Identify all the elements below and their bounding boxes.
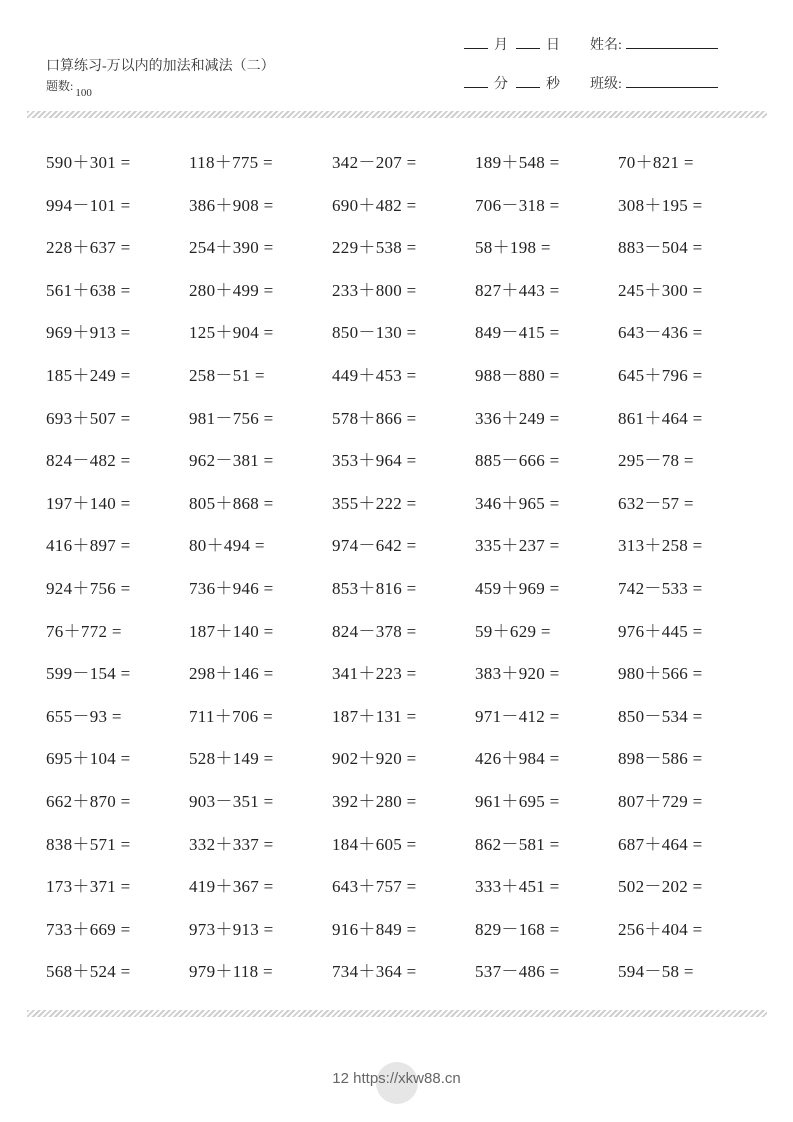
problem-item: 824－482 =	[46, 451, 131, 471]
problem-item: 189＋548 =	[475, 153, 560, 172]
problem-item: 988－880 =	[475, 365, 560, 385]
problem-item: 827＋443 =	[475, 280, 560, 300]
problem-item: 695＋104 =	[46, 749, 131, 769]
problem-item: 502－202 =	[618, 877, 703, 897]
problem-item: 245＋300 =	[618, 280, 703, 300]
problem-item: 568＋524 =	[46, 962, 131, 982]
month-label: 月	[494, 38, 508, 53]
problem-item: 254＋390 =	[189, 238, 274, 258]
name-field	[590, 34, 718, 54]
problem-item: 578＋866 =	[332, 408, 417, 428]
problem-item: 885－666 =	[475, 451, 560, 471]
problem-item: 693＋507 =	[46, 408, 131, 428]
worksheet-title: 口算练习-万以内的加法和减法（二）	[46, 59, 275, 74]
problem-item: 125＋904 =	[189, 323, 274, 343]
problem-item: 173＋371 =	[46, 877, 131, 897]
problem-item: 994－101 =	[46, 195, 131, 215]
problem-item: 528＋149 =	[189, 749, 274, 769]
problem-item: 643＋757 =	[332, 877, 417, 897]
problem-item: 392＋280 =	[332, 791, 417, 811]
problem-item: 903－351 =	[189, 791, 274, 811]
top-divider	[27, 111, 767, 118]
problem-item: 862－581 =	[475, 834, 560, 854]
day-blank[interactable]	[516, 36, 540, 49]
problem-item: 711＋706 =	[189, 706, 273, 726]
problem-item: 70＋821 =	[618, 153, 694, 172]
problem-item: 980＋566 =	[618, 664, 703, 684]
problem-item: 346＋965 =	[475, 493, 560, 513]
problem-item: 342－207 =	[332, 153, 417, 172]
problem-item: 341＋223 =	[332, 664, 417, 684]
second-blank[interactable]	[516, 75, 540, 88]
problem-item: 295－78 =	[618, 451, 694, 471]
second-label: 秒	[546, 77, 560, 92]
problem-item: 308＋195 =	[618, 195, 703, 215]
problem-item: 805＋868 =	[189, 493, 274, 513]
problem-item: 416＋897 =	[46, 536, 131, 556]
problem-item: 824－378 =	[332, 621, 417, 641]
problem-item: 333＋451 =	[475, 877, 560, 897]
problem-item: 662＋870 =	[46, 791, 131, 811]
problem-item: 599－154 =	[46, 664, 131, 684]
problem-item: 898－586 =	[618, 749, 703, 769]
name-label: 姓名:	[590, 38, 622, 53]
name-blank[interactable]	[626, 36, 718, 49]
problem-item: 233＋800 =	[332, 280, 417, 300]
problem-item: 829－168 =	[475, 919, 560, 939]
problem-item: 229＋538 =	[332, 238, 417, 258]
problem-item: 643－436 =	[618, 323, 703, 343]
problem-item: 118＋775 =	[189, 153, 273, 172]
problem-item: 353＋964 =	[332, 451, 417, 471]
problem-item: 313＋258 =	[618, 536, 703, 556]
day-label: 日	[546, 38, 560, 53]
problem-count-value: 100	[75, 87, 92, 99]
footer-text: 12 https://xkw88.cn	[332, 1070, 461, 1087]
problem-item: 838＋571 =	[46, 834, 131, 854]
problem-item: 590＋301 =	[46, 153, 131, 172]
problem-item: 383＋920 =	[475, 664, 560, 684]
problem-item: 632－57 =	[618, 493, 694, 513]
problem-item: 969＋913 =	[46, 323, 131, 343]
problem-item: 736＋946 =	[189, 578, 274, 598]
problem-item: 853＋816 =	[332, 578, 417, 598]
problem-item: 594－58 =	[618, 962, 694, 982]
problem-item: 645＋796 =	[618, 365, 703, 385]
problem-item: 187＋131 =	[332, 706, 417, 726]
problem-item: 850－534 =	[618, 706, 703, 726]
problem-item: 537－486 =	[475, 962, 560, 982]
problem-item: 59＋629 =	[475, 621, 551, 641]
minute-blank[interactable]	[464, 75, 488, 88]
problem-item: 971－412 =	[475, 706, 560, 726]
problem-item: 690＋482 =	[332, 195, 417, 215]
problem-item: 335＋237 =	[475, 536, 560, 556]
problem-item: 961＋695 =	[475, 791, 560, 811]
class-field	[590, 73, 718, 93]
problem-item: 883－504 =	[618, 238, 703, 258]
problem-item: 706－318 =	[475, 195, 560, 215]
problem-item: 298＋146 =	[189, 664, 274, 684]
class-blank[interactable]	[626, 75, 718, 88]
problem-item: 419＋367 =	[189, 877, 274, 897]
problem-item: 561＋638 =	[46, 280, 131, 300]
problem-item: 962－381 =	[189, 451, 274, 471]
problem-item: 687＋464 =	[618, 834, 703, 854]
problem-item: 449＋453 =	[332, 365, 417, 385]
problem-item: 228＋637 =	[46, 238, 131, 258]
problem-item: 258－51 =	[189, 365, 265, 385]
month-blank[interactable]	[464, 36, 488, 49]
problem-item: 332＋337 =	[189, 834, 274, 854]
problem-item: 197＋140 =	[46, 493, 131, 513]
class-label: 班级:	[590, 77, 622, 92]
problem-item: 916＋849 =	[332, 919, 417, 939]
problem-item: 861＋464 =	[618, 408, 703, 428]
time-row	[464, 73, 568, 93]
problem-item: 981－756 =	[189, 408, 274, 428]
problem-item: 336＋249 =	[475, 408, 560, 428]
problem-item: 655－93 =	[46, 706, 122, 726]
minute-label: 分	[494, 77, 508, 92]
problem-item: 58＋198 =	[475, 238, 551, 258]
problem-item: 734＋364 =	[332, 962, 417, 982]
problem-item: 280＋499 =	[189, 280, 274, 300]
date-row	[464, 34, 568, 54]
problem-item: 187＋140 =	[189, 621, 274, 641]
problem-item: 355＋222 =	[332, 493, 417, 513]
problem-item: 76＋772 =	[46, 621, 122, 641]
problem-item: 185＋249 =	[46, 365, 131, 385]
problem-item: 974－642 =	[332, 536, 417, 556]
problem-count-label: 题数:	[46, 79, 74, 93]
problem-item: 850－130 =	[332, 323, 417, 343]
problem-item: 80＋494 =	[189, 536, 265, 556]
problem-item: 256＋404 =	[618, 919, 703, 939]
problem-item: 459＋969 =	[475, 578, 560, 598]
problem-item: 973＋913 =	[189, 919, 274, 939]
problem-grid	[46, 142, 761, 994]
problem-item: 979＋118 =	[189, 962, 273, 982]
problem-item: 426＋984 =	[475, 749, 560, 769]
problem-item: 742－533 =	[618, 578, 703, 598]
problem-item: 902＋920 =	[332, 749, 417, 769]
problem-item: 807＋729 =	[618, 791, 703, 811]
problem-item: 733＋669 =	[46, 919, 131, 939]
problem-count	[46, 77, 92, 99]
bottom-divider	[27, 1010, 767, 1017]
problem-item: 849－415 =	[475, 323, 560, 343]
problem-item: 184＋605 =	[332, 834, 417, 854]
problem-item: 386＋908 =	[189, 195, 274, 215]
problem-item: 976＋445 =	[618, 621, 703, 641]
problem-item: 924＋756 =	[46, 578, 131, 598]
